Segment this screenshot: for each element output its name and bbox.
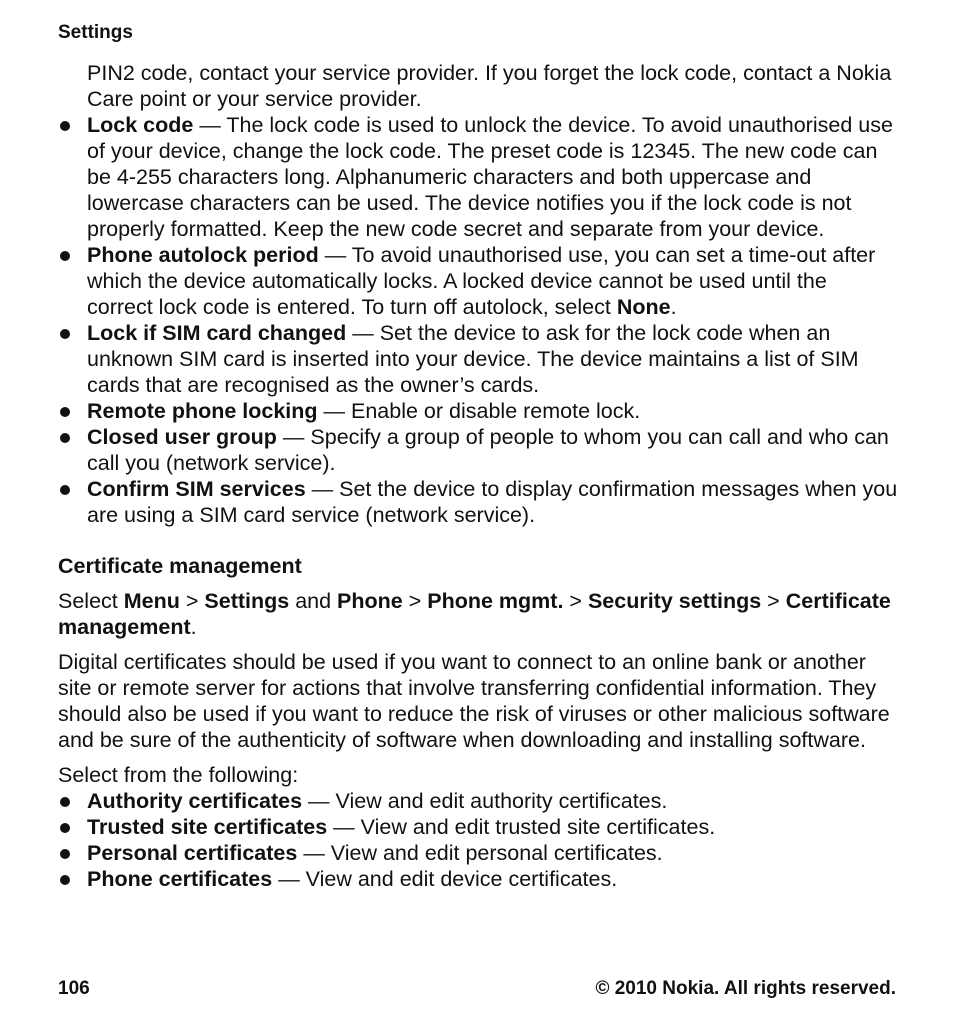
item-description: — Set the device to ask for the lock code when an unknown SIM card is inserted into your device. The device maintains a list of SIM cards that are recognised as the owner’s cards.	[87, 321, 859, 397]
path-menu: Menu	[123, 589, 180, 613]
select-from-paragraph: Select from the following:	[58, 763, 299, 787]
item-description: — View and edit authority certificates.	[302, 789, 668, 813]
page-footer	[58, 978, 896, 1000]
bullet-icon	[60, 875, 70, 885]
path-separator: >	[761, 589, 786, 613]
list-item-authority-certificates	[58, 788, 898, 814]
bullet-icon	[60, 251, 70, 261]
path-certificate-management: Certificate management	[58, 589, 891, 639]
description-paragraph: Digital certificates should be used if you want to connect to an online bank or another site or remote server for actions that involve transferring confidential information. They should also be used if you want to reduce the risk of viruses or other malicious software and be sure of the authenticity of software when downloading and installing software.	[58, 650, 890, 752]
item-description: — The lock code is used to unlock the device. To avoid unauthorised use of your device, change the lock code. The preset code is 12345. The new code can be 4-255 characters long. Alphanumeric characters and both uppercase and lowercase characters can be used. The device notifies you if the lock code is not properly formatted. Keep the new code secret and separate from your device.	[87, 113, 893, 241]
bullet-icon	[60, 407, 70, 417]
path-phone: Phone	[337, 589, 403, 613]
item-term: Lock if SIM card changed	[87, 321, 347, 345]
certificate-list	[58, 788, 898, 892]
list-item-personal-certificates	[58, 840, 898, 866]
item-bold-value: None	[616, 295, 671, 319]
item-description: — Set the device to display confirmation messages when you are using a SIM card service (network service).	[87, 477, 898, 527]
item-term: Authority certificates	[87, 789, 303, 813]
security-settings-list	[58, 112, 898, 528]
item-description: — Specify a group of people to whom you can call and who can call you (network service).	[87, 425, 889, 475]
list-item-trusted-site-certificates	[58, 814, 898, 840]
item-description: — View and edit device certificates.	[272, 867, 618, 891]
path-separator: >	[179, 589, 205, 613]
intro-paragraph: PIN2 code, contact your service provider. If you forget the lock code, contact a Nokia Care point or your service provider.	[87, 61, 892, 111]
list-item-closed-user-group	[58, 424, 898, 476]
list-item-lock-code	[58, 112, 898, 242]
item-description: — Enable or disable remote lock.	[317, 399, 641, 423]
list-item-phone-autolock-period	[58, 242, 898, 320]
page-number: 106	[58, 978, 90, 999]
item-term: Phone autolock period	[87, 243, 319, 267]
bullet-icon	[60, 121, 70, 131]
list-item-confirm-sim-services	[58, 476, 898, 528]
item-description: — View and edit personal certificates.	[297, 841, 663, 865]
page-body	[58, 60, 898, 892]
path-settings: Settings	[204, 589, 290, 613]
list-item-lock-if-sim-changed	[58, 320, 898, 398]
section-heading: Certificate management	[58, 554, 302, 578]
item-term: Trusted site certificates	[87, 815, 328, 839]
item-term: Closed user group	[87, 425, 277, 449]
item-description: — To avoid unauthorised use, you can set a time-out after which the device automatically locks. A locked device cannot be used until the correct lock code is entered. To turn off autolock, select	[87, 243, 876, 319]
item-term: Lock code	[87, 113, 194, 137]
path-separator: >	[563, 589, 588, 613]
item-term: Remote phone locking	[87, 399, 318, 423]
bullet-icon	[60, 485, 70, 495]
bullet-icon	[60, 329, 70, 339]
copyright-notice: © 2010 Nokia. All rights reserved.	[595, 978, 896, 999]
navigation-path	[58, 588, 898, 640]
path-text: Select	[58, 589, 124, 613]
bullet-icon	[60, 849, 70, 859]
path-end: .	[190, 615, 197, 639]
item-description: — View and edit trusted site certificates.	[327, 815, 716, 839]
item-term: Personal certificates	[87, 841, 298, 865]
bullet-icon	[60, 797, 70, 807]
bullet-icon	[60, 433, 70, 443]
path-text: and	[289, 589, 338, 613]
bullet-icon	[60, 823, 70, 833]
path-phone-mgmt: Phone mgmt.	[427, 589, 564, 613]
path-separator: >	[402, 589, 428, 613]
list-item-phone-certificates	[58, 866, 898, 892]
list-item-remote-phone-locking	[58, 398, 898, 424]
item-term: Confirm SIM services	[87, 477, 306, 501]
item-tail: .	[670, 295, 677, 319]
running-header: Settings	[58, 22, 133, 43]
path-security-settings: Security settings	[587, 589, 762, 613]
item-term: Phone certificates	[87, 867, 273, 891]
